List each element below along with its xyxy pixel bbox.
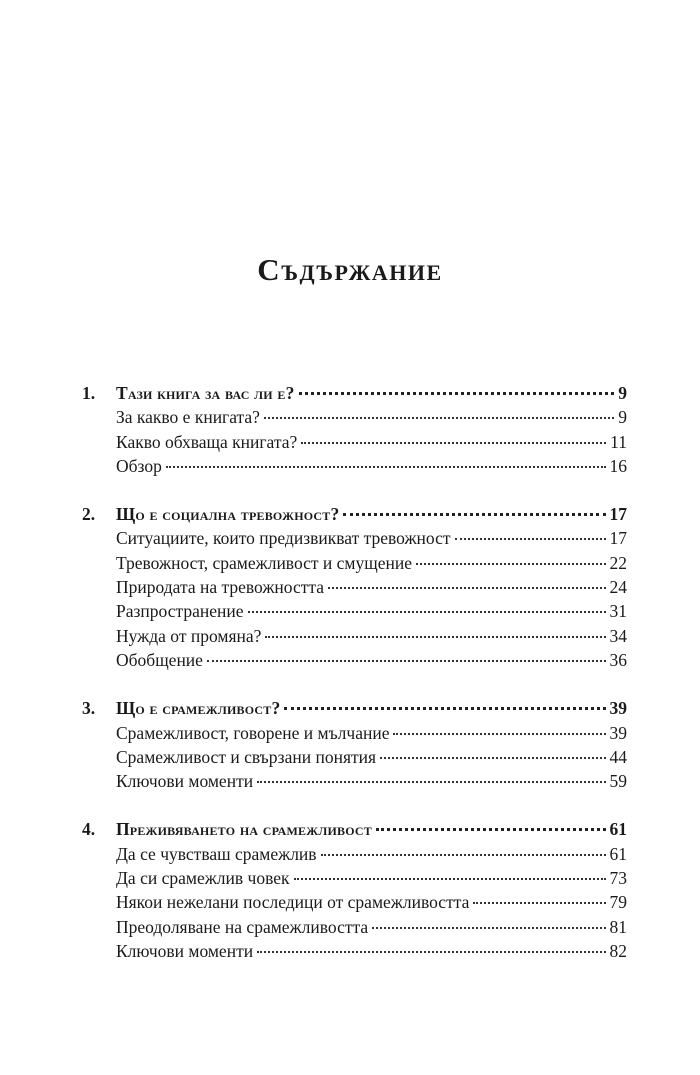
section-title: Нужда от промяна? [116,625,262,646]
page-number: 17 [609,528,627,549]
page-number: 11 [610,431,627,452]
dot-leader [328,587,605,589]
chapter-heading[interactable] [82,696,627,720]
dot-leader [299,392,615,395]
section-entry[interactable] [82,526,627,550]
dot-leader [257,781,605,783]
dot-leader [321,854,606,856]
section-entry[interactable] [82,624,627,648]
page-number: 22 [609,552,627,573]
chapter-heading[interactable] [82,502,627,526]
page-title: Съдържание [257,252,443,287]
section-entry[interactable] [82,599,627,623]
page-number: 34 [609,625,627,646]
page-number: 61 [609,819,627,840]
dot-leader [343,513,605,516]
section-entry[interactable] [82,454,627,478]
chapter-1 [82,381,627,478]
section-title: Ключови моменти [116,940,254,961]
chapter-number: 3. [82,698,96,719]
dot-leader [376,828,606,831]
chapter-title: Що е социална тревожност? [116,504,340,525]
page-number: 79 [609,892,627,913]
page-number: 61 [609,843,627,864]
chapter-heading[interactable] [82,381,627,405]
section-title: Срамежливост и свързани понятия [116,746,377,767]
page-number: 73 [609,868,627,889]
chapter-title: Преживяването на срамежливост [116,819,372,840]
page-number: 81 [609,916,627,937]
section-title: Тревожност, срамежливост и смущение [116,552,412,573]
section-title: Ситуациите, които предизвикват тревожност [116,528,451,549]
section-entry[interactable] [82,405,627,429]
page-number: 9 [618,383,627,403]
chapter-3 [82,696,627,793]
section-entry[interactable] [82,769,627,793]
section-title: Да си срамежлив човек [116,868,290,889]
dot-leader [166,466,606,468]
section-entry[interactable] [82,915,627,939]
dot-leader [301,442,606,444]
chapter-number: 2. [82,504,96,525]
section-title: За какво е книгата? [116,407,260,428]
section-entry[interactable] [82,745,627,769]
page-number: 9 [618,407,627,428]
section-entry[interactable] [82,430,627,454]
page-number: 24 [609,577,627,598]
dot-leader [207,660,606,662]
section-title: Обобщение [116,649,203,670]
section-entry[interactable] [82,842,627,866]
section-entry[interactable] [82,721,627,745]
page-number: 59 [609,771,627,792]
section-title: Срамежливост, говорене и мълчание [116,722,390,743]
dot-leader [264,417,614,419]
section-title: Природата на тревожността [116,577,325,598]
dot-leader [294,878,606,880]
chapter-4 [82,817,627,963]
chapter-title: Що е срамежливост? [116,698,281,719]
page-number: 82 [609,940,627,961]
page-number: 31 [609,601,627,622]
section-entry[interactable] [82,890,627,914]
dot-leader [473,902,605,904]
dot-leader [393,733,605,735]
chapter-2 [82,502,627,672]
dot-leader [380,757,605,759]
dot-leader [265,636,605,638]
section-entry[interactable] [82,648,627,672]
section-entry[interactable] [82,939,627,963]
dot-leader [372,927,605,929]
section-title: Какво обхваща книгата? [116,431,298,452]
dot-leader [455,538,606,540]
section-entry[interactable] [82,551,627,575]
dot-leader [248,611,606,613]
page-number: 16 [609,455,627,476]
chapter-number: 1. [82,383,96,403]
page-number: 39 [609,722,627,743]
section-title: Някои нежелани последици от срамежливостта [116,892,470,913]
chapter-title: Тази книга за вас ли е? [116,383,295,403]
page-number: 36 [609,649,627,670]
dot-leader [416,563,606,565]
chapter-heading[interactable] [82,817,627,841]
dot-leader [257,951,605,953]
section-title: Обзор [116,455,162,476]
chapter-number: 4. [82,819,96,840]
section-title: Разпространение [116,601,244,622]
section-title: Да се чувстваш срамежлив [116,843,317,864]
section-title: Преодоляване на срамежливостта [116,916,369,937]
section-title: Ключови моменти [116,771,254,792]
page-number: 17 [609,504,627,525]
section-entry[interactable] [82,575,627,599]
section-entry[interactable] [82,866,627,890]
page-number: 39 [609,698,627,719]
page-number: 44 [609,746,627,767]
table-of-contents [82,381,627,987]
dot-leader [284,707,605,710]
